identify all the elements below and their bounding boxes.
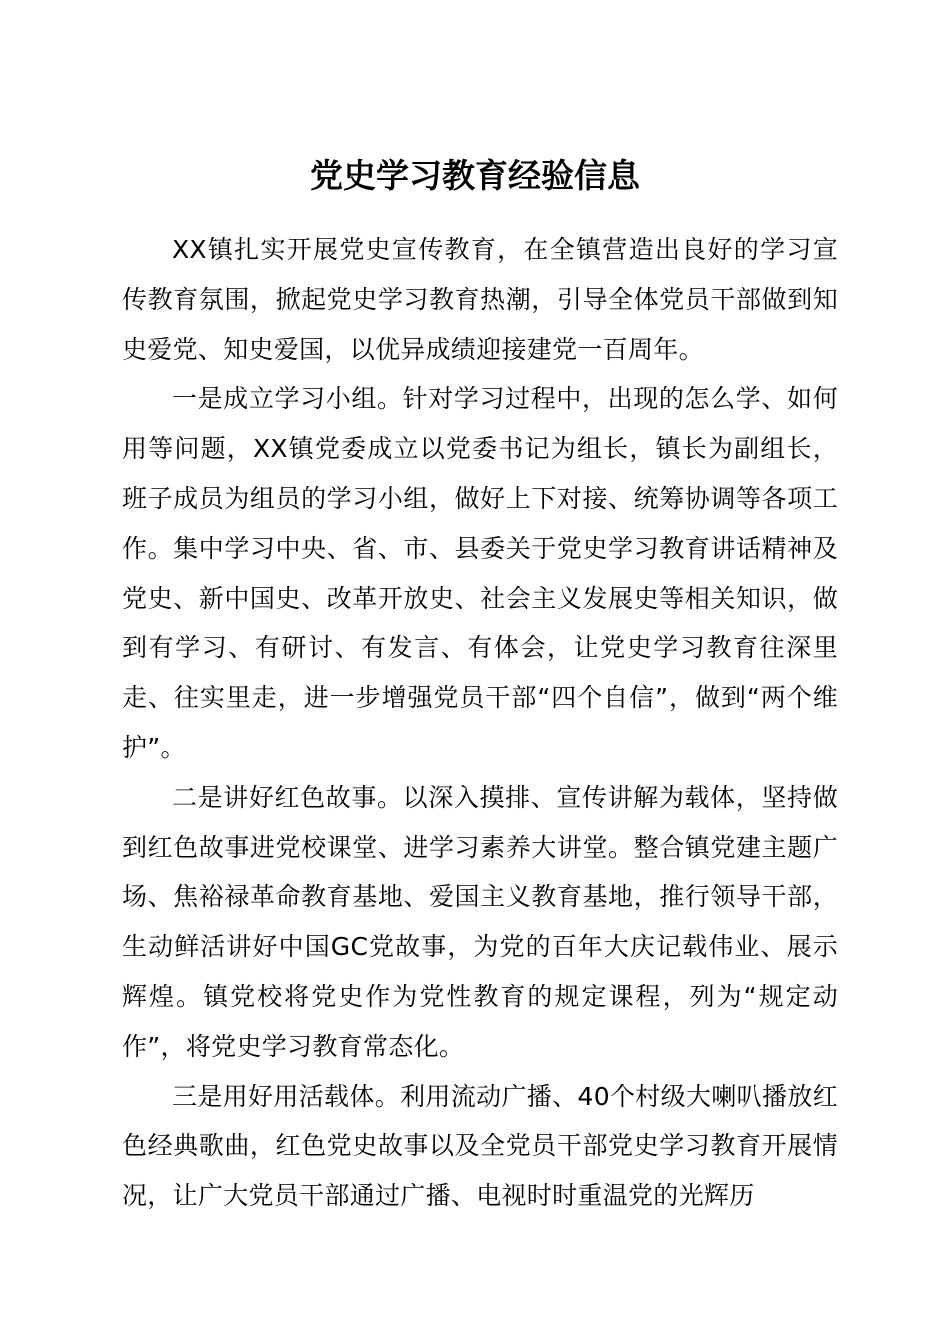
document-title: 党史学习教育经验信息 — [310, 156, 640, 195]
paragraph-red-stories: 二是讲好红色故事。以深入摸排、宣传讲解为载体，坚持做到红色故事进党校课堂、进学习素养大讲堂。整合镇党建主题广场、焦裕禄革命教育基地、爱国主义教育基地，推行领导干部，生动鲜活讲好中国GC党故事，为党的百年大庆记载伟业、展示辉煌。镇党校将党史作为党性教育的规定课程，列为“规定动作”，将党史学习教育常态化。 — [122, 782, 838, 1061]
document-body — [122, 225, 838, 1221]
paragraph-carriers: 三是用好用活载体。利用流动广播、40个村级大喇叭播放红色经典歌曲，红色党史故事以及全党员干部党史学习教育开展情况，让广大党员干部通过广播、电视时时重温党的光辉历 — [122, 1081, 838, 1211]
paragraph-intro: XX镇扎实开展党史宣传教育，在全镇营造出良好的学习宣传教育氛围，掀起党史学习教育热潮，引导全体党员干部做到知史爱党、知史爱国，以优异成绩迎接建党一百周年。 — [122, 235, 838, 364]
paragraph-study-group: 一是成立学习小组。针对学习过程中，出现的怎么学、如何用等问题，XX镇党委成立以党委书记为组长，镇长为副组长，班子成员为组员的学习小组，做好上下对接、统筹协调等各项工作。集中学习中央、省、市、县委关于党史学习教育讲话精神及党史、新中国史、改革开放史、社会主义发展史等相关知识，做到有学习、有研讨、有发言、有体会，让党史学习教育往深里走、往实里走，进一步增强党员干部“四个自信”，做到“两个维护”。 — [122, 384, 838, 762]
